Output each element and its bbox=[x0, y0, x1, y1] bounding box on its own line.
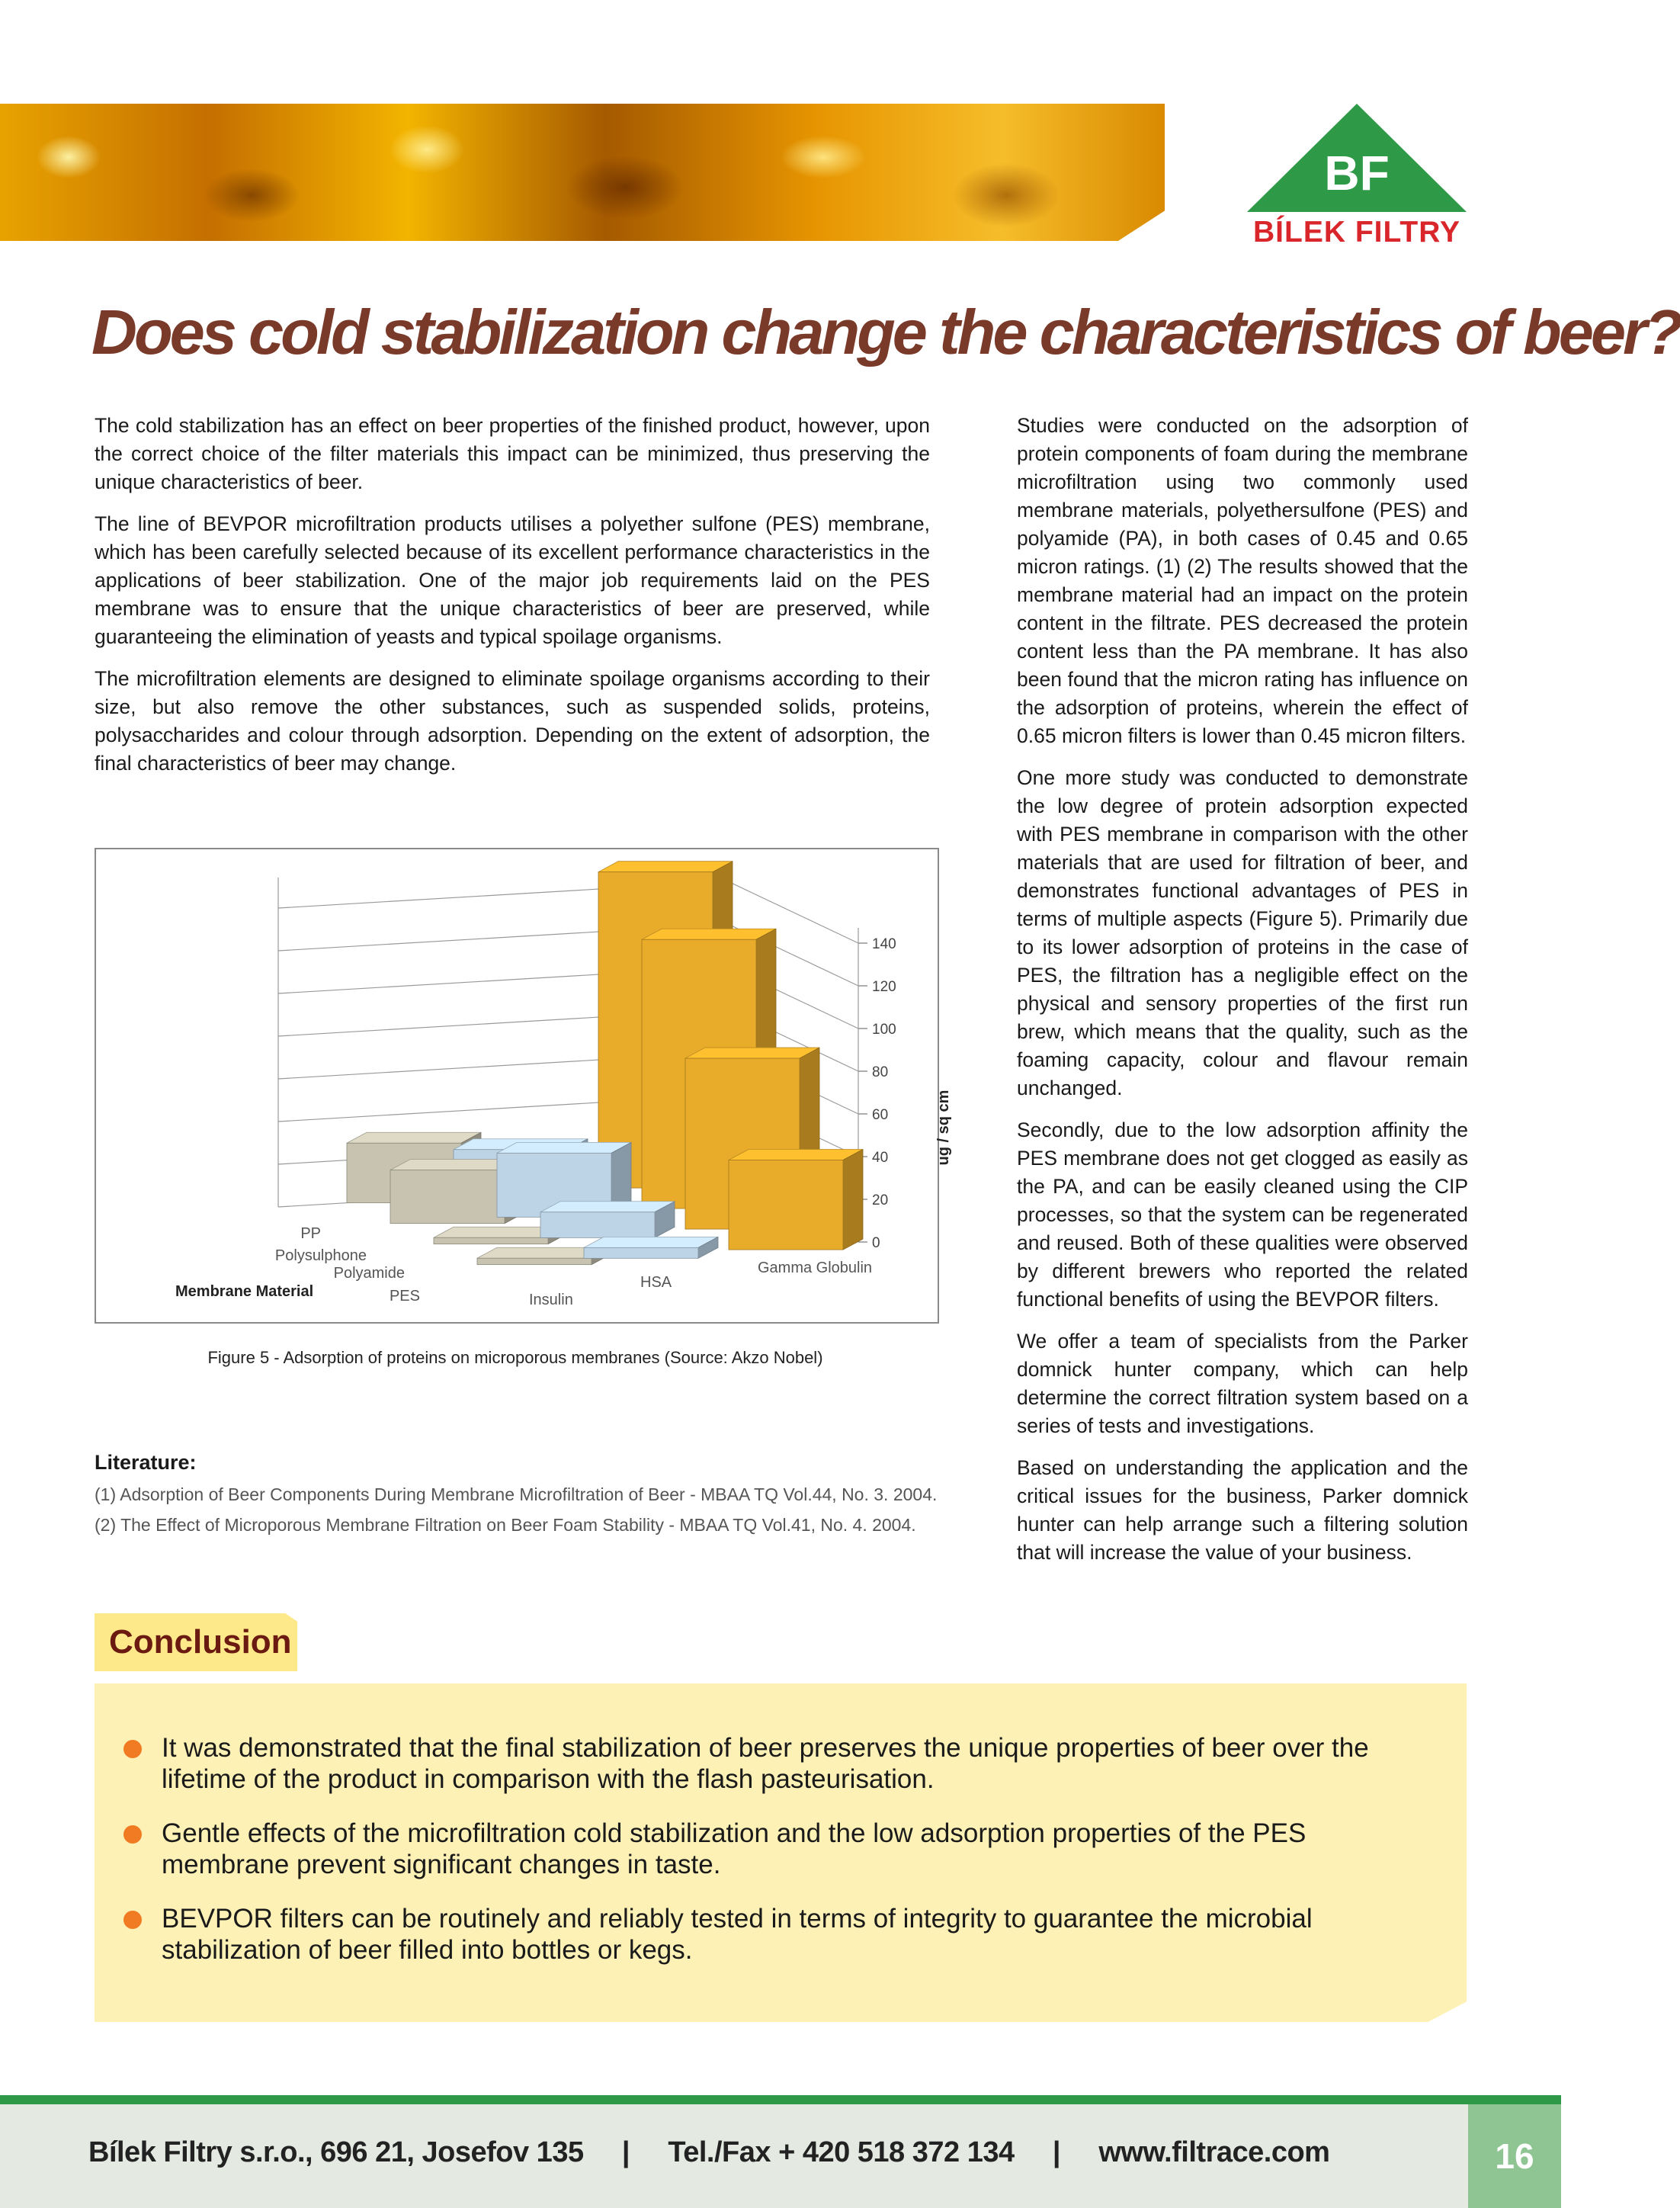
bar-pes-insulin bbox=[477, 1258, 592, 1264]
chart-svg bbox=[96, 849, 952, 1322]
y-tick-label: 80 bbox=[872, 1064, 889, 1080]
bar-top bbox=[598, 862, 733, 872]
bullet-icon bbox=[123, 1825, 142, 1844]
bar-side bbox=[843, 1149, 863, 1250]
figure-caption: Figure 5 - Adsorption of proteins on microporous membranes (Source: Akzo Nobel) bbox=[207, 1348, 823, 1367]
paragraph: The cold stabilization has an effect on beer properties of the finished product, however, upon the correct choice of the filter materials this impact can be minimized, thus preserving the unique characteristics of beer. bbox=[95, 414, 930, 493]
bar-top bbox=[729, 1149, 863, 1160]
paragraph: Based on understanding the application and the critical issues for the business, Parker domnick hunter can help arrange such a filtering solution that will increase the value of your business. bbox=[1017, 1456, 1468, 1564]
page-title: Does cold stabilization change the characteristics of beer? bbox=[91, 297, 1680, 367]
series-label: Polyamide bbox=[333, 1265, 405, 1282]
logo-initials: BF bbox=[1324, 146, 1390, 201]
footer-contact bbox=[88, 2136, 1329, 2169]
bar-pes-gamma-globulin bbox=[729, 1160, 843, 1250]
left-column bbox=[95, 412, 930, 791]
conclusion-list bbox=[162, 1732, 1427, 1988]
bar-pes-hsa bbox=[584, 1247, 698, 1258]
footer-separator: | bbox=[1052, 2136, 1061, 2168]
conclusion-label: Conclusion bbox=[109, 1623, 292, 1661]
bar-polyamide-insulin bbox=[434, 1237, 548, 1244]
footer-phone: Tel./Fax + 420 518 372 134 bbox=[668, 2136, 1015, 2168]
paragraph: Secondly, due to the low adsorption affinity the PES membrane does not get clogged as easily as the PA, and can be easily cleaned using the CIP processes, so that the system can be regenerated and reused. Both of these qualities were observed by different brewers who reported the related functional benefits of using the BEVPOR filters. bbox=[1017, 1118, 1468, 1311]
y-tick-label: 40 bbox=[872, 1150, 889, 1166]
conclusion-item bbox=[162, 1818, 1427, 1880]
logo-name: BÍLEK FILTRY bbox=[1253, 216, 1460, 249]
literature-item: (1) Adsorption of Beer Components During Membrane Microfiltration of Beer - MBAA TQ Vol.44, No. 3. 2004. bbox=[95, 1484, 938, 1504]
bullet-icon bbox=[123, 1740, 142, 1758]
bullet-icon bbox=[123, 1911, 142, 1929]
bar-top bbox=[642, 929, 776, 939]
paragraph: The line of BEVPOR microfiltration products utilises a polyether sulfone (PES) membrane, which has been carefully selected because of its excellent performance characteristics in the applications of beer stabilization. One of the major job requirements laid on the PES membrane was to ensure that the unique characteristics of beer are preserved, while guaranteeing the elimination of yeasts and typical spoilage organisms. bbox=[95, 512, 930, 648]
bar-polyamide-hsa bbox=[540, 1212, 655, 1238]
footer-separator: | bbox=[621, 2136, 630, 2168]
conclusion-item bbox=[162, 1732, 1427, 1795]
series-label: PES bbox=[389, 1288, 420, 1305]
paragraph: We offer a team of specialists from the Parker domnick hunter company, which can help determine the correct filtration system based on a series of tests and investigations. bbox=[1017, 1330, 1468, 1437]
conclusion-item-text: Gentle effects of the microfiltration cold stabilization and the low adsorption properties of the PES membrane prevent significant changes in taste. bbox=[162, 1818, 1306, 1879]
y-tick-label: 20 bbox=[872, 1192, 889, 1208]
footer-website[interactable]: www.filtrace.com bbox=[1098, 2136, 1330, 2168]
paragraph: The microfiltration elements are designed to eliminate spoilage organisms according to their size, but also remove the other substances, such as suspended solids, proteins, polysaccharides and colour through adsorption. Depending on the extent of adsorption, the final characteristics of beer may change. bbox=[95, 667, 930, 775]
bar-top bbox=[685, 1048, 819, 1058]
series-label: PP bbox=[300, 1225, 321, 1242]
category-label: Gamma Globulin bbox=[758, 1260, 873, 1276]
y-axis-label: ug / sq cm bbox=[935, 1090, 952, 1166]
bar-top bbox=[347, 1132, 481, 1143]
footer-divider bbox=[0, 2095, 1561, 2104]
page-number: 16 bbox=[1468, 2104, 1561, 2208]
right-column bbox=[1017, 412, 1468, 1581]
y-tick-label: 0 bbox=[872, 1235, 880, 1251]
paragraph: One more study was conducted to demonstrate the low degree of protein adsorption expected with PES membrane in comparison with the other materials that are used for filtration of beer, and demonstrates functional advantages of PES in terms of multiple aspects (Figure 5). Primarily due to its lower adsorption of proteins in the case of PES, the filtration has a negligible effect on the physical and sensory properties of the first run brew, which means that the quality, such as the foaming capacity, colour and flavour remain unchanged. bbox=[1017, 766, 1468, 1099]
category-label: Insulin bbox=[529, 1292, 573, 1308]
y-tick-label: 120 bbox=[872, 979, 896, 995]
y-tick-label: 140 bbox=[872, 936, 896, 952]
literature-item: (2) The Effect of Microporous Membrane Filtration on Beer Foam Stability - MBAA TQ Vol.41, No. 4. 2004. bbox=[95, 1515, 916, 1535]
y-tick-label: 100 bbox=[872, 1022, 896, 1038]
category-label: HSA bbox=[640, 1274, 672, 1291]
series-label: Polysulphone bbox=[274, 1247, 367, 1264]
y-tick-label: 60 bbox=[872, 1107, 889, 1123]
bar-polysulphone-insulin bbox=[390, 1170, 505, 1224]
header-banner-image bbox=[0, 104, 1165, 241]
x-axis-label: Membrane Material bbox=[175, 1283, 314, 1300]
literature-title: Literature: bbox=[95, 1451, 197, 1474]
conclusion-item-text: It was demonstrated that the final stabilization of beer preserves the unique properties of beer over the lifetime of the product in comparison with the flash pasteurisation. bbox=[162, 1733, 1369, 1794]
conclusion-item-text: BEVPOR filters can be routinely and reliably tested in terms of integrity to guarantee the microbial stabilization of beer filled into bottles or kegs. bbox=[162, 1904, 1313, 1965]
bar-top bbox=[497, 1142, 631, 1153]
conclusion-item bbox=[162, 1903, 1427, 1966]
figure-5-chart bbox=[95, 848, 952, 1324]
paragraph: Studies were conducted on the adsorption of protein components of foam during the membrane microfiltration using two commonly used membrane materials, polyethersulfone (PES) and polyamide (PA), in both cases of 0.45 and 0.65 micron ratings. (1) (2) The results showed that the membrane material had an impact on the protein content in the filtrate. PES decreased the protein content less than the PA membrane. It has also been found that the micron rating has influence on the adsorption of proteins, wherein the effect of 0.65 micron filters is lower than 0.45 micron filters. bbox=[1017, 414, 1468, 747]
bar-top bbox=[540, 1202, 675, 1212]
bar-top bbox=[584, 1237, 718, 1247]
footer-company: Bílek Filtry s.r.o., 696 21, Josefov 135 bbox=[88, 2136, 584, 2168]
